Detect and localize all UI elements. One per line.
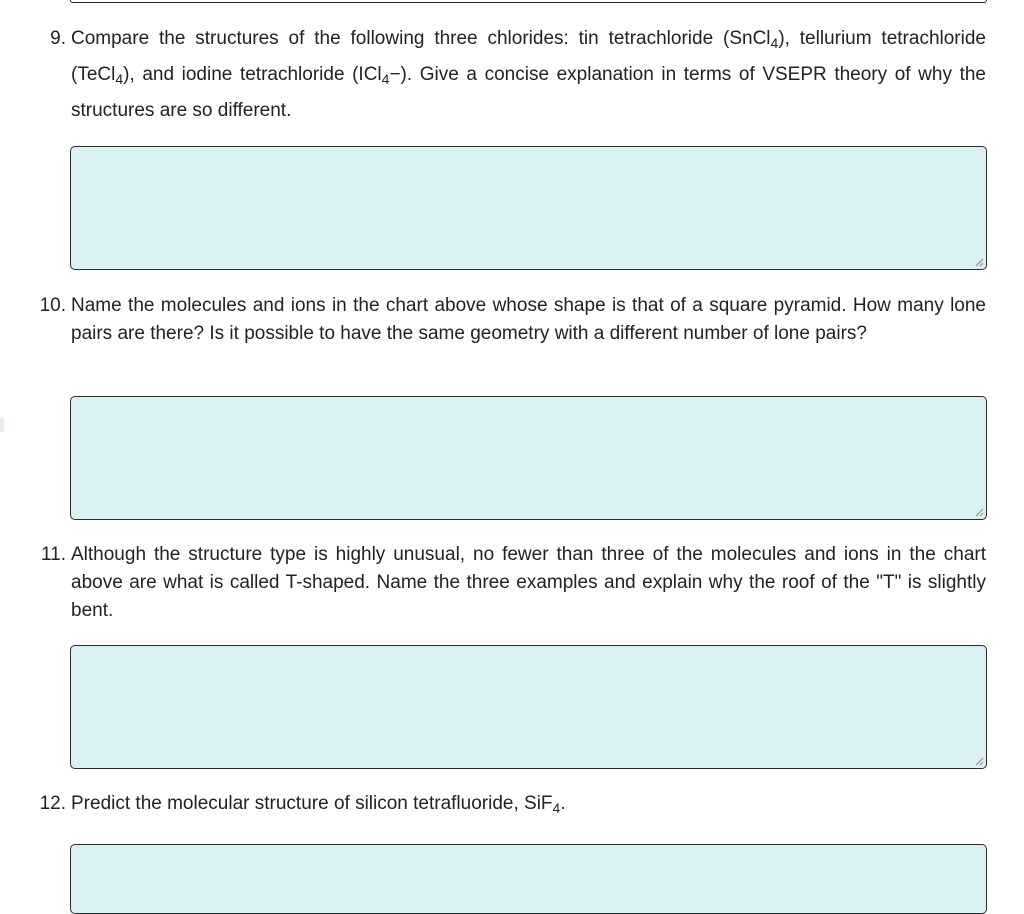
previous-answer-box-bottom[interactable] <box>70 0 987 3</box>
question-text <box>71 790 986 818</box>
question-number: 12. <box>39 793 66 814</box>
answer-box-12[interactable] <box>70 844 987 914</box>
question-text <box>71 541 986 625</box>
subscript: 4 <box>381 71 390 87</box>
left-edge-marker <box>0 418 4 432</box>
question-number: 9. <box>50 28 66 49</box>
answer-box-10[interactable] <box>70 396 987 520</box>
question-text-run: Compare the structures of the following three chlorides: tin tetrachloride (SnCl <box>71 28 771 49</box>
question-text <box>71 292 986 348</box>
question-text-run: Although the structure type is highly unusual, no fewer than three of the molecules and ions in the chart above are what is called T-shaped. Name the three examples and explain why the roof of the "T" is slightly bent. <box>71 544 986 621</box>
answer-box-11[interactable] <box>70 645 987 769</box>
subscript: 4 <box>770 35 779 51</box>
answer-box-9[interactable] <box>70 146 987 270</box>
question-text <box>71 21 986 129</box>
question-text-run: ), tellurium tetrachloride (TeCl <box>71 28 986 85</box>
question-text-run: Predict the molecular structure of silicon tetrafluoride, SiF <box>71 793 553 814</box>
question-text-run: −). Give a concise explanation in terms of VSEPR theory of why the structures are so different. <box>71 64 986 121</box>
subscript: 4 <box>552 800 561 816</box>
question-number: 10. <box>39 295 66 316</box>
question-text-run: Name the molecules and ions in the chart above whose shape is that of a square pyramid. How many lone pairs are there? Is it possible to have the same geometry with a different number of lone pairs? <box>71 295 986 344</box>
question-number: 11. <box>40 544 66 565</box>
question-text-run: . <box>560 793 566 814</box>
subscript: 4 <box>115 71 124 87</box>
question-text-run: ), and iodine tetrachloride (ICl <box>123 64 382 85</box>
